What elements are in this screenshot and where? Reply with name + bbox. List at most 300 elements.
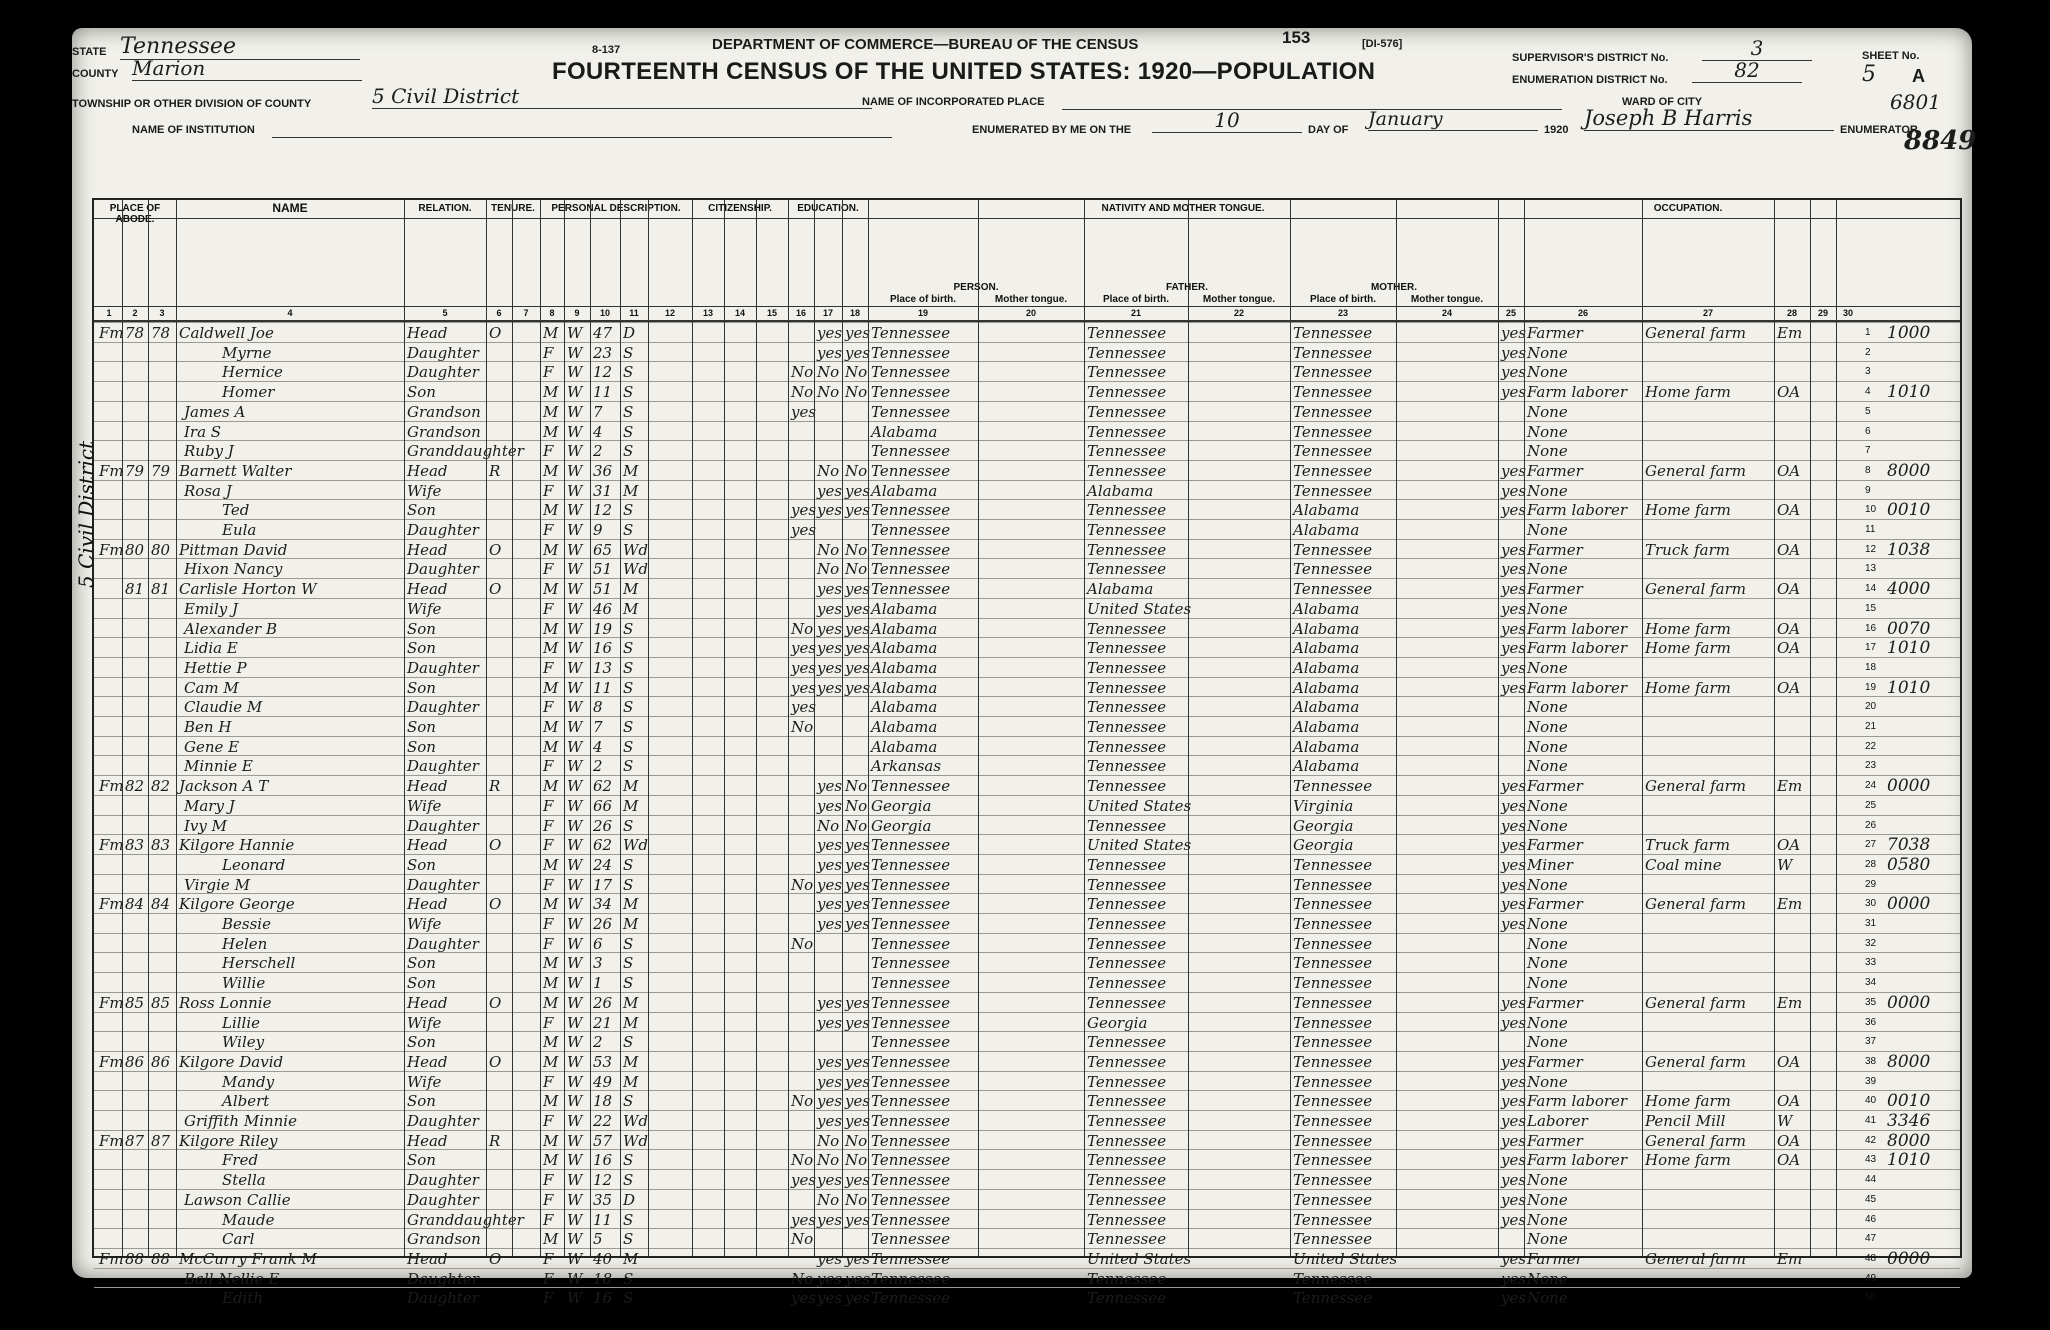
cell-read: yes xyxy=(817,777,843,796)
cell-trade: None xyxy=(1527,363,1568,382)
cell-trade: None xyxy=(1527,1289,1568,1308)
cell-read: yes xyxy=(817,639,843,658)
occupation-code: 8000 xyxy=(1887,460,1931,481)
column-rule xyxy=(1810,200,1811,1256)
column-rule xyxy=(868,200,869,1256)
cell-fam: 82 xyxy=(151,777,171,796)
cell-sex: M xyxy=(543,1151,559,1170)
cell-sex: M xyxy=(543,678,559,697)
table-row xyxy=(94,716,1960,737)
cell-race: W xyxy=(567,540,583,559)
cell-ten xyxy=(486,1229,512,1248)
cell-trade: Farmer xyxy=(1527,540,1583,559)
cell-read xyxy=(814,1032,842,1051)
cell-rel: Daughter xyxy=(407,521,479,539)
cell-mar: M xyxy=(623,599,639,618)
table-row xyxy=(94,1169,1960,1190)
cell-street xyxy=(96,638,122,657)
cell-mar: S xyxy=(623,1289,634,1308)
line-number: 15 xyxy=(1865,602,1877,614)
census-sheet xyxy=(72,28,1977,1308)
cell-fbp: Tennessee xyxy=(1087,1190,1167,1209)
cell-sch xyxy=(788,953,814,972)
cell-ten xyxy=(486,914,512,933)
table-row xyxy=(94,1031,1960,1052)
cell-sex: F xyxy=(543,481,554,500)
cell-trade: Farmer xyxy=(1527,836,1583,855)
cell-race: W xyxy=(567,442,583,461)
cell-ind: Home farm xyxy=(1645,1151,1731,1170)
cell-cls: Em xyxy=(1777,324,1803,342)
cell-fbp: United States xyxy=(1087,836,1192,855)
cell-street xyxy=(96,402,122,421)
cell-dw xyxy=(122,914,148,933)
cell-read: yes xyxy=(817,1289,843,1308)
cell-age: 2 xyxy=(593,1033,603,1052)
table-row xyxy=(94,755,1960,776)
cell-dw xyxy=(122,658,148,677)
cell-ind xyxy=(1642,520,1774,539)
cell-ind xyxy=(1642,796,1774,815)
cell-ten xyxy=(486,422,512,441)
cell-eng: yes xyxy=(1501,540,1527,559)
cell-mar: Wd xyxy=(623,1112,649,1130)
cell-fbp: Tennessee xyxy=(1087,757,1167,776)
cell-trade: None xyxy=(1527,422,1568,441)
cell-eng: yes xyxy=(1501,855,1527,874)
cell-street xyxy=(96,1210,122,1229)
cell-mar: S xyxy=(623,422,634,441)
column-number: 16 xyxy=(795,308,806,318)
table-row xyxy=(94,361,1960,382)
cell-fbp: Tennessee xyxy=(1087,1033,1167,1052)
cell-name: Pittman David xyxy=(179,540,288,559)
cell-ind: Truck farm xyxy=(1645,540,1730,559)
cell-sex: F xyxy=(543,698,554,717)
column-rule xyxy=(1524,200,1525,1256)
cell-cls xyxy=(1774,1013,1810,1032)
cell-dw xyxy=(122,1091,148,1110)
cell-street xyxy=(96,875,122,894)
cell-ind xyxy=(1642,1190,1774,1209)
cell-mar: M xyxy=(623,1013,639,1032)
column-rule xyxy=(590,200,591,1256)
occupation-code xyxy=(1884,756,1960,775)
form-code: [DI-576] xyxy=(1362,38,1403,50)
cell-trade: Farmer xyxy=(1527,1131,1583,1150)
cell-ind xyxy=(1642,816,1774,835)
cell-sex: M xyxy=(543,639,559,658)
cell-ten xyxy=(486,697,512,716)
cell-read: yes xyxy=(817,993,843,1012)
table-row xyxy=(94,637,1960,658)
cell-ind xyxy=(1642,481,1774,500)
cell-mar: D xyxy=(623,1190,636,1209)
cell-sch xyxy=(788,993,814,1012)
cell-cls: OA xyxy=(1777,619,1801,638)
cell-eng: yes xyxy=(1501,658,1527,677)
cell-name: Ben H xyxy=(184,718,232,736)
cell-bp: Tennessee xyxy=(871,580,951,599)
cell-sex: F xyxy=(543,796,554,815)
cell-street xyxy=(96,914,122,933)
cell-bp: Tennessee xyxy=(871,1052,951,1071)
cell-age: 19 xyxy=(593,619,613,638)
cell-cls xyxy=(1774,1032,1810,1051)
county-label: COUNTY xyxy=(72,68,119,80)
cell-mbp: Tennessee xyxy=(1293,1112,1373,1130)
cell-race: W xyxy=(567,915,583,933)
line-number: 47 xyxy=(1865,1233,1877,1245)
cell-rel: Daughter xyxy=(407,1289,479,1308)
cell-ind: General farm xyxy=(1645,993,1746,1012)
table-row xyxy=(94,677,1960,698)
occupation-code xyxy=(1884,481,1960,500)
cell-rel: Head xyxy=(407,324,448,342)
cell-age: 2 xyxy=(593,757,603,776)
cell-sex: F xyxy=(543,1072,554,1091)
cell-rel: Daughter xyxy=(407,1112,479,1130)
cell-eng: yes xyxy=(1501,1112,1527,1130)
cell-cls xyxy=(1774,441,1810,460)
column-rule xyxy=(620,200,621,1256)
cell-ind xyxy=(1642,658,1774,677)
cell-sch: No xyxy=(791,875,814,894)
cell-sex: M xyxy=(543,855,559,874)
line-number: 5 xyxy=(1865,405,1871,417)
line-number: 43 xyxy=(1865,1154,1877,1166)
cell-ten xyxy=(486,382,512,401)
cell-dw xyxy=(122,362,148,381)
cell-street: Fm xyxy=(99,1249,124,1268)
line-number: 24 xyxy=(1865,780,1877,792)
cell-eng: yes xyxy=(1501,501,1527,520)
cell-mbp: Alabama xyxy=(1293,639,1360,658)
occupation-code xyxy=(1884,520,1960,539)
cell-eng: yes xyxy=(1501,1269,1527,1288)
cell-read xyxy=(814,1229,842,1248)
cell-mar: S xyxy=(623,1092,634,1111)
cell-fbp: Alabama xyxy=(1087,481,1154,500)
cell-write: yes xyxy=(845,678,871,697)
column-rule xyxy=(1290,200,1291,1256)
line-number: 28 xyxy=(1865,858,1877,870)
cell-race: W xyxy=(567,1112,583,1130)
cell-trade: None xyxy=(1527,915,1568,933)
sheet-value: 5 xyxy=(1862,62,1876,87)
column-rule xyxy=(724,200,725,1256)
line-number: 34 xyxy=(1865,977,1877,989)
cell-mbp: Tennessee xyxy=(1293,343,1373,362)
cell-mar: M xyxy=(623,1072,639,1091)
cell-read: yes xyxy=(817,599,843,618)
head-person: PERSON. xyxy=(953,282,999,293)
cell-trade: Farmer xyxy=(1527,895,1583,914)
cell-read: yes xyxy=(817,1052,843,1071)
cell-bp: Tennessee xyxy=(871,1151,951,1170)
cell-ind xyxy=(1642,737,1774,756)
cell-ind xyxy=(1642,362,1774,381)
cell-cls: OA xyxy=(1777,1131,1801,1150)
cell-dw xyxy=(122,796,148,815)
cell-ind: Pencil Mill xyxy=(1645,1112,1726,1130)
cell-cls: OA xyxy=(1777,461,1801,480)
cell-sch: yes xyxy=(791,658,817,677)
line-number: 32 xyxy=(1865,937,1877,949)
line-number: 33 xyxy=(1865,957,1877,969)
column-number: 13 xyxy=(702,308,713,318)
occupation-code: 1000 xyxy=(1887,323,1931,343)
ward-label: WARD OF CITY xyxy=(1622,96,1703,108)
cell-trade: Farmer xyxy=(1527,461,1583,480)
cell-eng: yes xyxy=(1501,796,1527,815)
cell-mar: S xyxy=(623,1269,634,1288)
cell-fbp: Tennessee xyxy=(1087,363,1167,382)
cell-street xyxy=(96,362,122,381)
supervisor-value: 3 xyxy=(1702,36,1812,61)
cell-rel: Son xyxy=(407,718,436,736)
cell-read: yes xyxy=(817,1249,843,1268)
cell-fam xyxy=(148,953,176,972)
cell-name: Hixon Nancy xyxy=(184,560,283,579)
cell-age: 2 xyxy=(593,442,603,461)
cell-bp: Tennessee xyxy=(871,895,951,914)
cell-mbp: Alabama xyxy=(1293,698,1360,717)
line-number: 27 xyxy=(1865,839,1877,851)
cell-sch: No xyxy=(791,383,814,402)
cell-name: Caldwell Joe xyxy=(179,324,274,342)
cell-eng: yes xyxy=(1501,383,1527,402)
cell-ind xyxy=(1642,1032,1774,1051)
cell-name: Albert xyxy=(222,1092,270,1111)
cell-write xyxy=(842,422,868,441)
table-row xyxy=(94,834,1960,855)
cell-dw: 85 xyxy=(125,993,145,1012)
institution-line xyxy=(272,136,892,138)
cell-sex: M xyxy=(543,974,559,993)
column-number: 15 xyxy=(766,308,777,318)
cell-mar: S xyxy=(623,402,634,421)
incorporated-label: NAME OF INCORPORATED PLACE xyxy=(862,96,1045,108)
cell-cls xyxy=(1774,934,1810,953)
cell-age: 65 xyxy=(593,540,613,559)
cell-bp: Tennessee xyxy=(871,324,951,342)
cell-dw xyxy=(122,1072,148,1091)
cell-ind xyxy=(1642,1170,1774,1189)
occupation-code xyxy=(1884,953,1960,972)
cell-eng: yes xyxy=(1501,1052,1527,1071)
cell-age: 21 xyxy=(593,1013,613,1032)
cell-dw xyxy=(122,382,148,401)
cell-sch: yes xyxy=(791,1210,817,1229)
cell-mar: S xyxy=(623,816,634,835)
occupation-code: 3346 xyxy=(1887,1111,1931,1131)
cell-sch xyxy=(788,1013,814,1032)
cell-mar: Wd xyxy=(623,560,649,579)
cell-dw xyxy=(122,619,148,638)
cell-race: W xyxy=(567,1131,583,1150)
cell-write: yes xyxy=(845,895,871,914)
occupation-code xyxy=(1884,737,1960,756)
cell-sex: F xyxy=(543,757,554,776)
cell-mbp: Tennessee xyxy=(1293,1289,1373,1308)
cell-street xyxy=(96,343,122,362)
cell-sch xyxy=(788,599,814,618)
cell-eng: yes xyxy=(1501,1013,1527,1032)
head-father-tongue: Mother tongue. xyxy=(1202,294,1276,305)
cell-age: 11 xyxy=(593,383,613,402)
cell-mar: S xyxy=(623,737,634,756)
cell-mar: S xyxy=(623,619,634,638)
cell-eng: yes xyxy=(1501,599,1527,618)
cell-street: Fm xyxy=(99,461,124,480)
head-education: EDUCATION. xyxy=(797,203,859,214)
occupation-code xyxy=(1884,1013,1960,1032)
cell-fbp: Tennessee xyxy=(1087,402,1167,421)
cell-ten: O xyxy=(489,895,502,914)
column-rule xyxy=(564,200,565,1256)
cell-fam xyxy=(148,1013,176,1032)
cell-trade: None xyxy=(1527,1210,1568,1229)
cell-age: 22 xyxy=(593,1112,613,1130)
cell-sch xyxy=(788,756,814,775)
cell-eng: yes xyxy=(1501,816,1527,835)
cell-sch xyxy=(788,1032,814,1051)
cell-sch xyxy=(788,835,814,854)
cell-sex: M xyxy=(543,402,559,421)
cell-fam xyxy=(148,1229,176,1248)
occupation-code xyxy=(1884,973,1960,992)
occupation-code xyxy=(1884,934,1960,953)
cell-rel: Son xyxy=(407,954,436,973)
cell-ten xyxy=(486,678,512,697)
cell-eng: yes xyxy=(1501,481,1527,500)
cell-fam xyxy=(148,638,176,657)
cell-rel: Son xyxy=(407,1092,436,1111)
stamp-number: 153 xyxy=(1282,28,1311,47)
cell-write xyxy=(842,717,868,736)
cell-race: W xyxy=(567,777,583,796)
cell-street xyxy=(96,934,122,953)
cell-race: W xyxy=(567,855,583,874)
cell-mbp: Tennessee xyxy=(1293,422,1373,441)
cell-race: W xyxy=(567,1249,583,1268)
cell-fbp: Alabama xyxy=(1087,580,1154,599)
cell-fbp: Tennessee xyxy=(1087,718,1167,736)
cell-age: 12 xyxy=(593,1171,613,1190)
cell-street xyxy=(96,1288,122,1307)
column-rule xyxy=(1836,200,1837,1256)
cell-fbp: Tennessee xyxy=(1087,954,1167,973)
cell-street xyxy=(96,422,122,441)
cell-fam xyxy=(148,914,176,933)
cell-sch xyxy=(788,973,814,992)
cell-bp: Tennessee xyxy=(871,1131,951,1150)
cell-bp: Tennessee xyxy=(871,1249,951,1268)
cell-fbp: Tennessee xyxy=(1087,777,1167,796)
cell-fam xyxy=(148,382,176,401)
line-number: 22 xyxy=(1865,740,1877,752)
cell-ind: Home farm xyxy=(1645,1092,1731,1111)
cell-read: No xyxy=(817,383,840,402)
cell-ten xyxy=(486,599,512,618)
cell-mbp: Alabama xyxy=(1293,619,1360,638)
cell-bp: Tennessee xyxy=(871,461,951,480)
cell-bp: Tennessee xyxy=(871,521,951,539)
cell-dw xyxy=(122,402,148,421)
cell-cls: Em xyxy=(1777,895,1803,914)
cell-cls: Em xyxy=(1777,993,1803,1012)
cell-sex: M xyxy=(543,383,559,402)
cell-street xyxy=(96,500,122,519)
cell-street xyxy=(96,559,122,578)
cell-write: yes xyxy=(845,481,871,500)
cell-trade: None xyxy=(1527,560,1568,579)
cell-street xyxy=(96,1111,122,1130)
cell-sch xyxy=(788,855,814,874)
cell-rel: Son xyxy=(407,1151,436,1170)
occupation-code: 1010 xyxy=(1887,382,1931,403)
cell-bp: Alabama xyxy=(871,639,938,658)
table-row xyxy=(94,480,1960,501)
occupation-code xyxy=(1884,343,1960,362)
cell-fbp: Tennessee xyxy=(1087,422,1167,441)
occupation-code xyxy=(1884,1190,1960,1209)
table-row xyxy=(94,440,1960,461)
cell-ind xyxy=(1642,875,1774,894)
line-number: 12 xyxy=(1865,543,1877,555)
cell-bp: Tennessee xyxy=(871,1112,951,1130)
cell-mar: S xyxy=(623,698,634,717)
cell-trade: None xyxy=(1527,1013,1568,1032)
cell-write xyxy=(842,520,868,539)
cell-ind: General farm xyxy=(1645,580,1746,599)
cell-fam: 81 xyxy=(151,580,171,599)
occupation-code xyxy=(1884,1210,1960,1229)
cell-ind: General farm xyxy=(1645,1052,1746,1071)
cell-trade: Farm laborer xyxy=(1527,619,1628,638)
cell-eng: yes xyxy=(1501,1289,1527,1308)
cell-write: yes xyxy=(845,619,871,638)
cell-rel: Grandson xyxy=(407,1230,481,1249)
cell-rel: Daughter xyxy=(407,343,479,362)
cell-cls xyxy=(1774,1190,1810,1209)
cell-dw xyxy=(122,500,148,519)
cell-street: Fm xyxy=(99,836,124,855)
cell-fbp: Tennessee xyxy=(1087,1269,1167,1288)
cell-mar: M xyxy=(623,1052,639,1071)
cell-write: yes xyxy=(845,1171,871,1190)
cell-age: 7 xyxy=(593,718,603,736)
cell-read xyxy=(814,402,842,421)
cell-bp: Tennessee xyxy=(871,777,951,796)
cell-race: W xyxy=(567,1210,583,1229)
cell-age: 31 xyxy=(593,481,613,500)
cell-age: 18 xyxy=(593,1092,613,1111)
cell-sch xyxy=(788,776,814,795)
occupation-code: 1010 xyxy=(1887,677,1931,698)
cell-mbp: Tennessee xyxy=(1293,993,1373,1012)
cell-age: 57 xyxy=(593,1131,613,1150)
cell-ind: General farm xyxy=(1645,324,1746,342)
cell-write: yes xyxy=(845,1092,871,1111)
table-row xyxy=(94,421,1960,442)
cell-street: Fm xyxy=(99,1131,124,1150)
cell-mar: S xyxy=(623,639,634,658)
head-occupation: OCCUPATION. xyxy=(1653,203,1723,214)
cell-write: yes xyxy=(845,501,871,520)
cell-sex: M xyxy=(543,993,559,1012)
